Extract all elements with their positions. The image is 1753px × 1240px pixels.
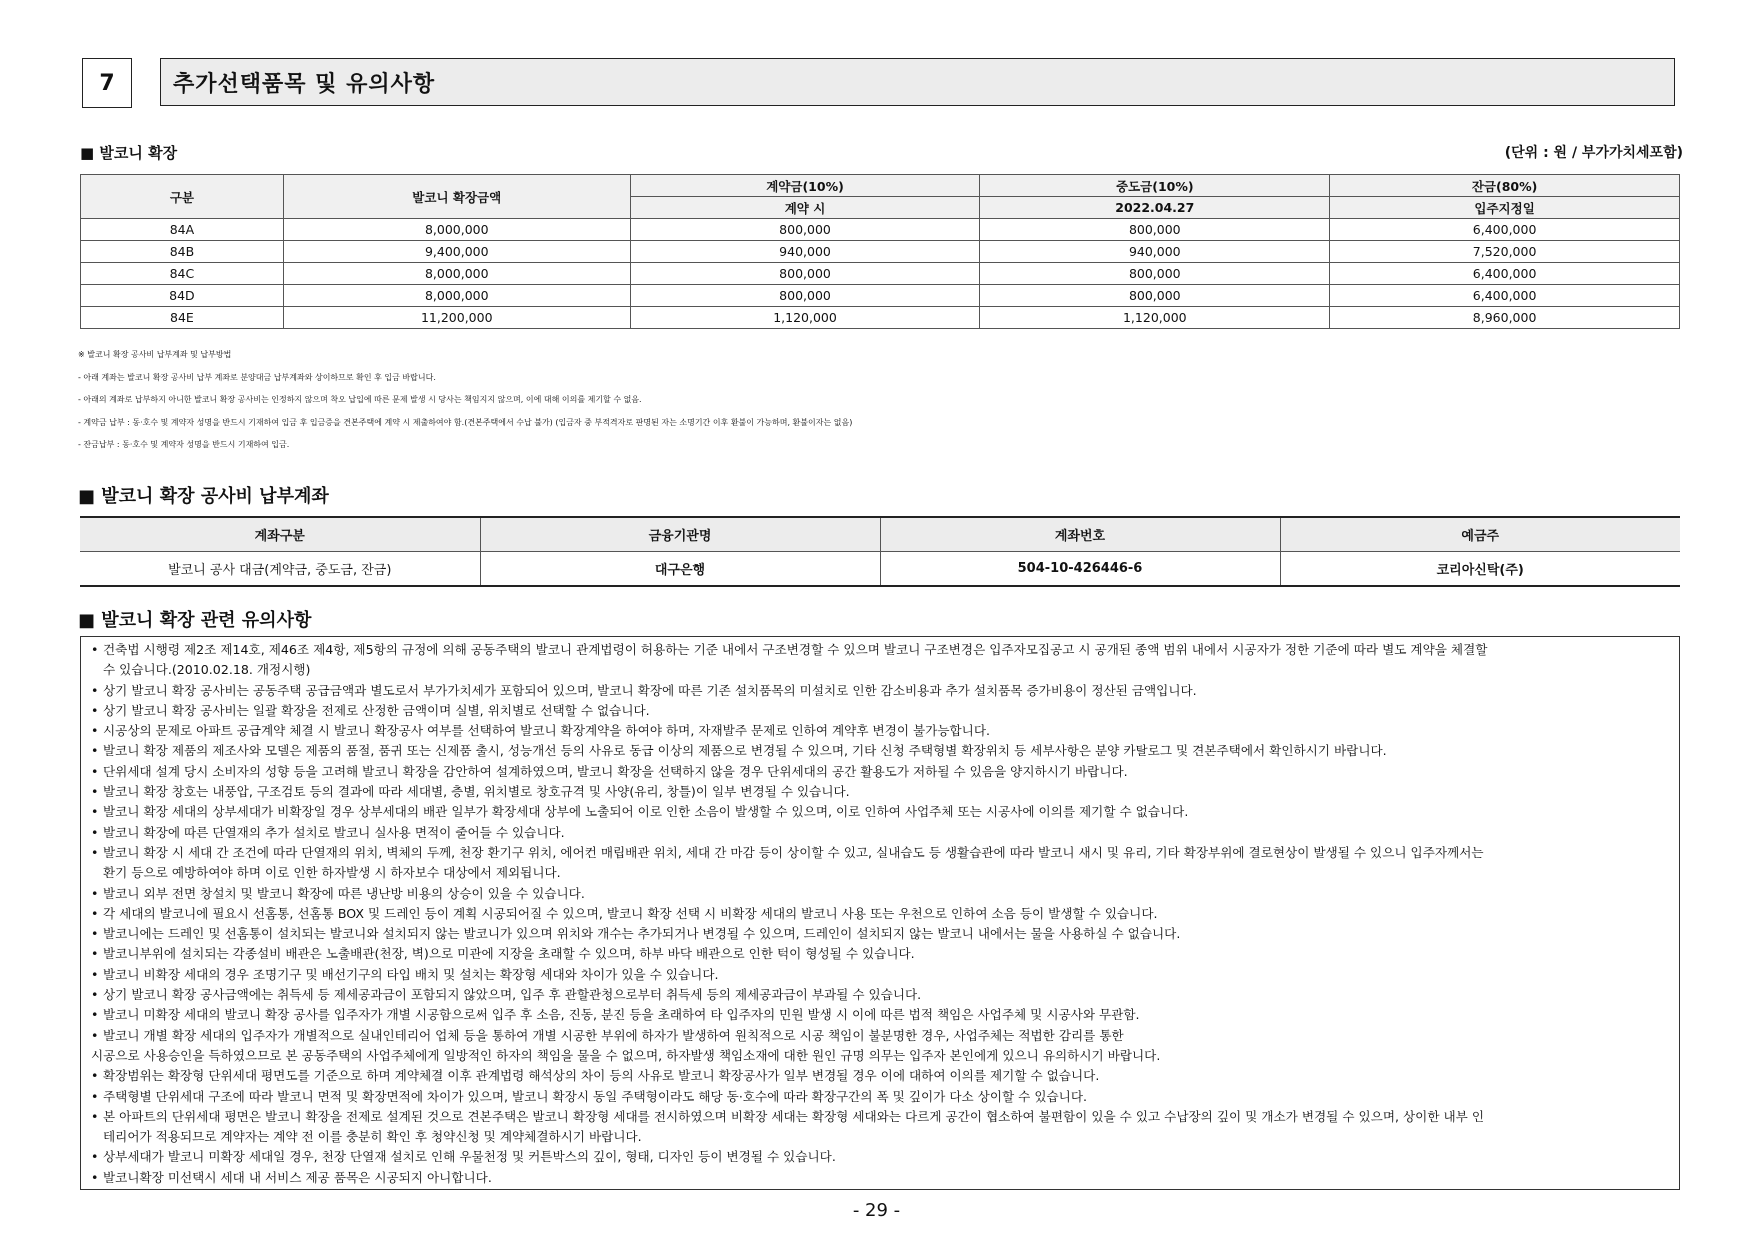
section-header — [82, 58, 1677, 110]
cell-balance: 8,960,000 — [1330, 307, 1680, 329]
balcony-price-table — [80, 174, 1680, 329]
table-row — [81, 219, 1680, 241]
cell-balance: 6,400,000 — [1330, 219, 1680, 241]
cell-type: 84A — [81, 219, 284, 241]
col-middle: 중도금(10%) — [980, 175, 1330, 197]
caution-item: • 발코니부위에 설치되는 각종설비 배관은 노출배관(천장, 벽)으로 미관에 지장을 초래할 수 있으며, 하부 바닥 배관으로 인한 턱이 형성될 수 있습니다. — [91, 944, 1669, 964]
caution-item: • 본 아파트의 단위세대 평면은 발코니 확장을 전제로 설계된 것으로 견본주택은 발코니 확장형 세대를 전시하였으며 비확장 세대는 확장형 세대와는 다르게 공간이 협소하여 불편함이 있을 수 있고 수납장의 깊이 및 개소가 변경될 수 있으며, 상이한 내부 인 — [91, 1107, 1669, 1127]
section-number: 7 — [82, 58, 132, 108]
table-row — [81, 263, 1680, 285]
cell-middle: 940,000 — [980, 241, 1330, 263]
caution-item: • 발코니 확장 제품의 제조사와 모델은 제품의 품절, 품귀 또는 신제품 출시, 성능개선 등의 사유로 동급 이상의 제품으로 변경될 수 있으며, 기타 신청 주택형별 확장위치 등 세부사항은 분양 카탈로그 및 견본주택에서 확인하시기 바랍니다. — [91, 741, 1669, 761]
col-bank: 금융기관명 — [480, 517, 880, 552]
payment-note: - 아래 계좌는 발코니 확장 공사비 납부 계좌로 분양대금 납부계좌와 상이하므로 확인 후 입금 바랍니다. — [78, 372, 436, 382]
unit-note: (단위 : 원 / 부가가치세포함) — [1504, 145, 1683, 161]
caution-item: • 발코니확장 미선택시 세대 내 서비스 제공 품목은 시공되지 아니합니다. — [91, 1168, 1669, 1188]
cell-middle: 800,000 — [980, 285, 1330, 307]
cell-deposit: 800,000 — [630, 285, 980, 307]
caution-list — [80, 636, 1680, 1190]
caution-item: • 발코니 확장 창호는 내풍압, 구조검토 등의 결과에 따라 세대별, 층별, 위치별로 창호규격 및 사양(유리, 창틀)이 일부 변경될 수 있습니다. — [91, 782, 1669, 802]
section-title: 추가선택품목 및 유의사항 — [160, 58, 1675, 106]
cell-amount: 8,000,000 — [283, 263, 630, 285]
table-row — [81, 285, 1680, 307]
cell-balance: 7,520,000 — [1330, 241, 1680, 263]
cell-deposit: 1,120,000 — [630, 307, 980, 329]
caution-item: • 상기 발코니 확장 공사비는 공동주택 공급금액과 별도로서 부가가치세가 포함되어 있으며, 발코니 확장에 따른 기존 설치품목의 미설치로 인한 감소비용과 추가 설치품목 증가비용이 정산된 금액입니다. — [91, 681, 1669, 701]
cell-account-number: 504-10-426446-6 — [880, 552, 1280, 587]
balcony-heading: ■ 발코니 확장 — [80, 144, 178, 162]
cell-type: 84C — [81, 263, 284, 285]
caution-item: • 발코니에는 드레인 및 선홈통이 설치되는 발코니와 설치되지 않는 발코니가 있으며 위치와 개수는 추가되거나 변경될 수 있으며, 드레인이 설치되지 않는 발코니 내에서는 물을 사용하실 수 없습니다. — [91, 924, 1669, 944]
caution-item: • 단위세대 설계 당시 소비자의 성향 등을 고려해 발코니 확장을 감안하여 설계하였으며, 발코니 확장을 선택하지 않을 경우 단위세대의 공간 활용도가 저하될 수 있음을 양지하시기 바랍니다. — [91, 762, 1669, 782]
cell-type: 84D — [81, 285, 284, 307]
cell-deposit: 940,000 — [630, 241, 980, 263]
caution-item: • 발코니 비확장 세대의 경우 조명기구 및 배선기구의 타입 배치 및 설치는 확장형 세대와 차이가 있을 수 있습니다. — [91, 965, 1669, 985]
cell-holder: 코리아신탁(주) — [1280, 552, 1680, 587]
caution-item: • 건축법 시행령 제2조 제14호, 제46조 제4항, 제5항의 규정에 의해 공동주택의 발코니 관계법령이 허용하는 기준 내에서 구조변경할 수 있으며 발코니 구조변경은 입주자모집공고 시 공개된 종액 범위 내에서 시공자가 정한 기준에 따라 별도 계약을 체결할 — [91, 640, 1669, 660]
table-row — [81, 241, 1680, 263]
table-header-row — [81, 175, 1680, 197]
caution-item: 시공으로 사용승인을 득하였으므로 본 공동주택의 사업주체에게 일방적인 하자의 책임을 물을 수 없으며, 하자발생 책임소재에 대한 원인 규명 의무는 입주자 본인에게 있으니 유의하시기 바랍니다. — [91, 1047, 1161, 1063]
payment-note: - 잔금납부 : 동·호수 및 계약자 성명을 반드시 기재하여 입금. — [78, 440, 290, 449]
cell-amount: 9,400,000 — [283, 241, 630, 263]
payment-notes — [78, 344, 1698, 457]
col-balance: 잔금(80%) — [1330, 175, 1680, 197]
caution-item: • 발코니 개별 확장 세대의 입주자가 개별적으로 실내인테리어 업체 등을 통하여 개별 시공한 부위에 하자가 발생하여 원칙적으로 시공 책임이 불분명한 경우, 사업주체는 적법한 감리를 통한 — [91, 1026, 1669, 1046]
cell-deposit: 800,000 — [630, 219, 980, 241]
account-heading: ■ 발코니 확장 공사비 납부계좌 — [78, 486, 329, 507]
caution-item: • 상부세대가 발코니 미확장 세대일 경우, 천장 단열재 설치로 인해 우물천정 및 커튼박스의 깊이, 형태, 디자인 등이 변경될 수 있습니다. — [91, 1147, 1669, 1167]
caution-item: • 각 세대의 발코니에 필요시 선홈통, 선홈통 BOX 및 드레인 등이 계획 시공되어질 수 있으며, 발코니 확장 선택 시 비확장 세대의 발코니 사용 또는 우천으로 인하여 소음 등이 발생할 수 있습니다. — [91, 904, 1669, 924]
payment-note: ※ 발코니 확장 공사비 납부계좌 및 납부방법 — [78, 350, 232, 359]
page-number: - 29 - — [852, 1200, 901, 1221]
cell-balance: 6,400,000 — [1330, 263, 1680, 285]
cell-middle: 800,000 — [980, 219, 1330, 241]
caution-item: 테리어가 적용되므로 계약자는 계약 전 이를 충분히 확인 후 청약신청 및 계약체결하시기 바랍니다. — [103, 1129, 642, 1145]
cell-account-type: 발코니 공사 대금(계약금, 중도금, 잔금) — [80, 552, 480, 587]
col-account-type: 계좌구분 — [80, 517, 480, 552]
caution-item: • 발코니 미확장 세대의 발코니 확장 공사를 입주자가 개별 시공함으로써 입주 후 소음, 진동, 분진 등을 초래하여 타 입주자의 민원 발생 시 이에 따른 법적 책임은 사업주체 및 시공사와 무관함. — [91, 1005, 1669, 1025]
caution-item: • 발코니 확장에 따른 단열재의 추가 설치로 발코니 실사용 면적이 줄어들 수 있습니다. — [91, 823, 1669, 843]
col-amount: 발코니 확장금액 — [283, 175, 630, 219]
account-table — [80, 516, 1680, 587]
col-middle-sub: 2022.04.27 — [980, 197, 1330, 219]
caution-item: • 발코니 외부 전면 창설치 및 발코니 확장에 따른 냉난방 비용의 상승이 있을 수 있습니다. — [91, 884, 1669, 904]
col-deposit: 계약금(10%) — [630, 175, 980, 197]
caution-item: • 주택형별 단위세대 구조에 따라 발코니 면적 및 확장면적에 차이가 있으며, 발코니 확장시 동일 주택형이라도 해당 동·호수에 따라 확장구간의 폭 및 깊이가 다소 상이할 수 있습니다. — [91, 1087, 1669, 1107]
caution-item: • 상기 발코니 확장 공사금액에는 취득세 등 제세공과금이 포함되지 않았으며, 입주 후 관할관청으로부터 취득세 등의 제세공과금이 부과될 수 있습니다. — [91, 985, 1669, 1005]
caution-item: • 상기 발코니 확장 공사비는 일괄 확장을 전제로 산정한 금액이며 실별, 위치별로 선택할 수 없습니다. — [91, 701, 1669, 721]
caution-item: • 발코니 확장 세대의 상부세대가 비확장일 경우 상부세대의 배관 일부가 확장세대 상부에 노출되어 이로 인한 소음이 발생할 수 있으며, 이로 인하여 사업주체 또는 시공사에 이의를 제기할 수 없습니다. — [91, 802, 1669, 822]
cell-middle: 1,120,000 — [980, 307, 1330, 329]
cell-middle: 800,000 — [980, 263, 1330, 285]
caution-item: • 시공상의 문제로 아파트 공급계약 체결 시 발코니 확장공사 여부를 선택하여 발코니 확장계약을 하여야 하며, 자재발주 문제로 인하여 계약후 변경이 불가능합니다. — [91, 721, 1669, 741]
table-row — [80, 552, 1680, 587]
cell-balance: 6,400,000 — [1330, 285, 1680, 307]
col-account-number: 계좌번호 — [880, 517, 1280, 552]
table-header-row — [80, 517, 1680, 552]
cell-deposit: 800,000 — [630, 263, 980, 285]
table-row — [81, 307, 1680, 329]
cell-amount: 8,000,000 — [283, 219, 630, 241]
cell-bank: 대구은행 — [480, 552, 880, 587]
col-holder: 예금주 — [1280, 517, 1680, 552]
col-balance-sub: 입주지정일 — [1330, 197, 1680, 219]
cell-type: 84B — [81, 241, 284, 263]
payment-note: - 아래의 계좌로 납부하지 아니한 발코니 확장 공사비는 인정하지 않으며 착오 납입에 따른 문제 발생 시 당사는 책임지지 않으며, 이에 대해 이의를 제기할 수 없음. — [78, 395, 642, 404]
cell-type: 84E — [81, 307, 284, 329]
col-type: 구분 — [81, 175, 284, 219]
caution-item: • 발코니 확장 시 세대 간 조건에 따라 단열재의 위치, 벽체의 두께, 천장 환기구 위치, 에어컨 매립배관 위치, 세대 간 마감 등이 상이할 수 있고, 실내습도 등 생활습관에 따라 발코니 새시 및 유리, 기타 확장부위에 결로현상이 발생될 수 있으니 입주자께서는 — [91, 843, 1669, 863]
cell-amount: 8,000,000 — [283, 285, 630, 307]
caution-item: 환기 등으로 예방하여야 하며 이로 인한 하자발생 시 하자보수 대상에서 제외됩니다. — [103, 865, 561, 881]
col-deposit-sub: 계약 시 — [630, 197, 980, 219]
cell-amount: 11,200,000 — [283, 307, 630, 329]
caution-item: • 확장범위는 확장형 단위세대 평면도를 기준으로 하며 계약체결 이후 관계법령 해석상의 차이 등의 사유로 발코니 확장공사가 일부 변경될 경우 이에 대하여 이의를 제기할 수 없습니다. — [91, 1066, 1669, 1086]
caution-heading: ■ 발코니 확장 관련 유의사항 — [78, 610, 312, 631]
payment-note: - 계약금 납부 : 동·호수 및 계약자 성명을 반드시 기재하여 입금 후 입금증을 견본주택에 계약 시 제출하여야 함.(견본주택에서 수납 불가) (입금자 중 부적격자로 판명된 자는 소명기간 이후 환불이 가능하며, 환불이자는 없음) — [78, 417, 853, 427]
caution-item: 수 있습니다.(2010.02.18. 개정시행) — [103, 662, 311, 678]
